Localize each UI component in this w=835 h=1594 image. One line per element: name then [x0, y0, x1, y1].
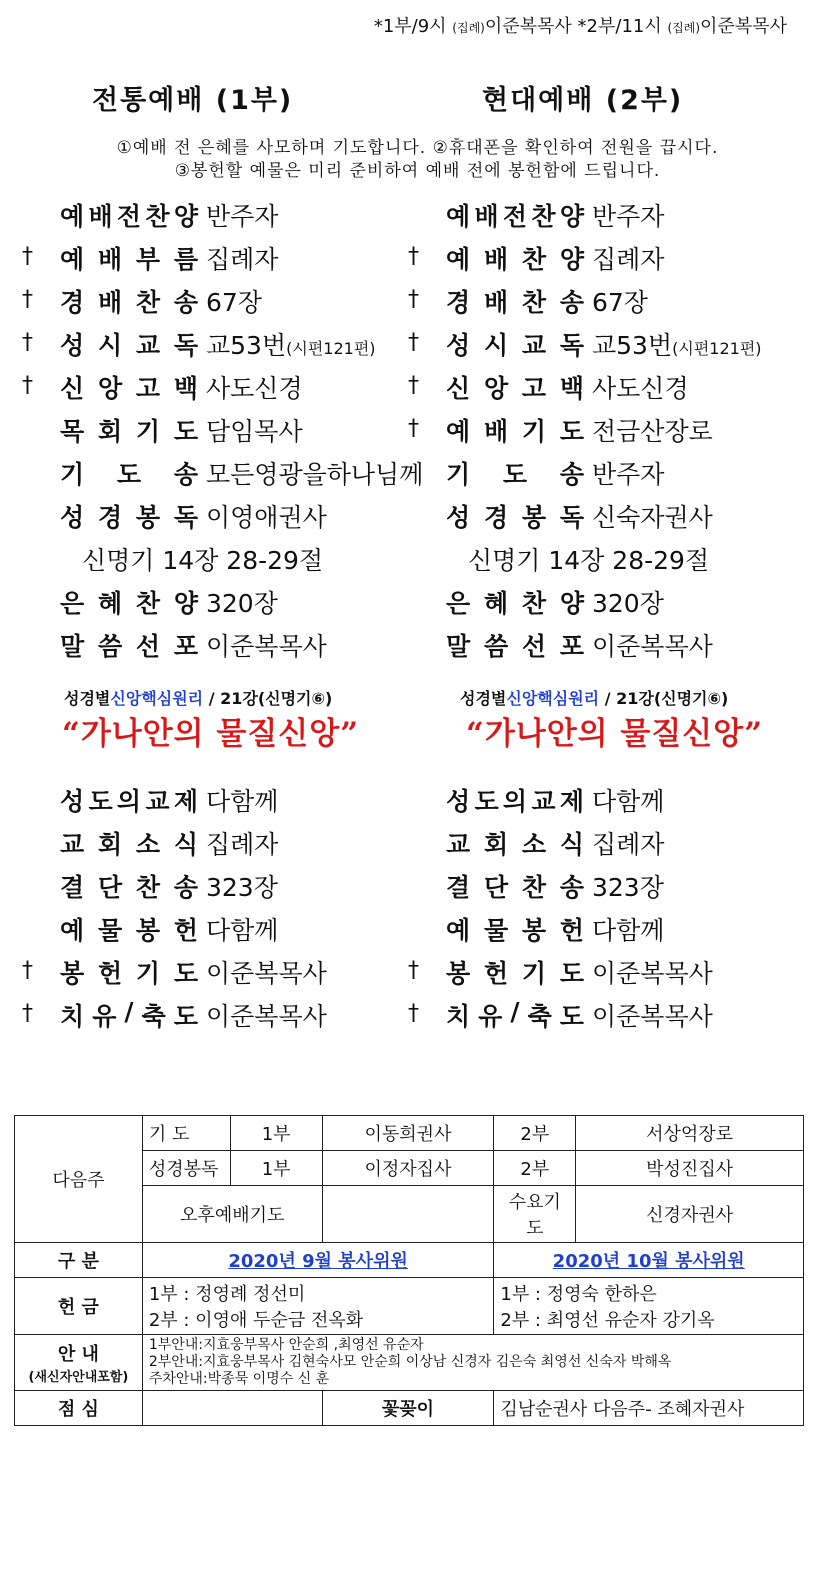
order-item-value: 신숙자권사	[592, 503, 713, 532]
prayer-label: 기 도	[142, 1116, 230, 1151]
service-title-2: 현대예배 (2부)	[482, 85, 684, 116]
order-item-label: 예 배 전 찬 양	[60, 202, 198, 231]
order-rows-c	[22, 780, 427, 1038]
order-item	[22, 995, 427, 1038]
sermon-series: 성경별신앙핵심원리 / 21강(신명기⑥)	[460, 689, 729, 708]
order-item-label: 은 혜 찬 양	[446, 589, 584, 618]
order-item-label: 예 물 봉 헌	[60, 916, 198, 945]
standing-mark: †	[408, 1001, 419, 1026]
scripture-reference: 신명기 14장 28-29절	[82, 546, 324, 575]
scripture-reference: 신명기 14장 28-29절	[468, 546, 710, 575]
reading-2: 박성진집사	[576, 1151, 804, 1186]
order-item	[408, 952, 813, 995]
wednesday-prayer-label: 수요기도	[494, 1186, 576, 1243]
order-item	[22, 909, 427, 952]
order-item-value: 모든영광을하나님께	[206, 460, 424, 489]
part-2-label: 2부	[494, 1116, 576, 1151]
table-row	[15, 1335, 804, 1391]
order-item	[22, 453, 427, 496]
order-item-value: 67장	[206, 288, 262, 317]
order-item-value: 이준복목사	[592, 1002, 713, 1031]
september-committee[interactable]: 2020년 9월 봉사위원	[142, 1243, 494, 1278]
order-item-value: 다함께	[206, 916, 279, 945]
order-item-value: 이영애권사	[206, 503, 327, 532]
order-item	[22, 281, 427, 324]
standing-mark: †	[22, 330, 33, 355]
standing-mark: †	[408, 416, 419, 441]
order-item	[408, 909, 813, 952]
order-item-value: 323장	[592, 873, 664, 902]
order-item	[408, 367, 813, 410]
order-item-value: 이준복목사	[206, 959, 327, 988]
order-item	[408, 324, 813, 367]
order-column-1	[22, 195, 427, 1038]
order-rows-c	[408, 780, 813, 1038]
guide-details: 1부안내:지효웅부목사 안순희 ,최영선 유순자 2부안내:지효웅부목사 김현숙사모 안순희 이상남 신경자 김은숙 최영선 신숙자 박해옥 주차안내:박종묵 이명수 신 훈	[142, 1335, 803, 1391]
order-item	[408, 195, 813, 238]
standing-mark: †	[22, 373, 33, 398]
order-item-value: 집례자	[592, 245, 665, 274]
prayer-2: 서상억장로	[576, 1116, 804, 1151]
order-item-value: 320장	[592, 589, 664, 618]
october-committee[interactable]: 2020년 10월 봉사위원	[494, 1243, 804, 1278]
order-rows-a	[22, 195, 427, 539]
order-item-label: 결 단 찬 송	[446, 873, 584, 902]
order-column-2	[408, 195, 813, 1038]
order-item	[22, 823, 427, 866]
prayer-1: 이동희권사	[322, 1116, 494, 1151]
order-item-value: 교53번(시편121편)	[592, 331, 762, 360]
standing-mark: †	[408, 287, 419, 312]
standing-mark: †	[408, 330, 419, 355]
order-item-value: 67장	[592, 288, 648, 317]
order-item	[408, 780, 813, 823]
order-item-label: 봉 헌 기 도	[446, 959, 584, 988]
order-item-label: 성 경 봉 독	[60, 503, 198, 532]
sermon-series: 성경별신앙핵심원리 / 21강(신명기⑥)	[64, 689, 333, 708]
lunch-label: 점 심	[15, 1391, 143, 1426]
order-item-label: 기 도 송	[446, 460, 584, 489]
order-item-label: 말 씀 선 포	[60, 632, 198, 661]
sermon-title: “가나안의 물질신앙”	[62, 716, 360, 752]
standing-mark: †	[22, 287, 33, 312]
order-item-label: 교 회 소 식	[446, 830, 584, 859]
order-item-label: 예 배 기 도	[446, 417, 584, 446]
order-item-value: 교53번(시편121편)	[206, 331, 376, 360]
table-row	[15, 1243, 804, 1278]
order-item-value: 사도신경	[206, 374, 303, 403]
order-item	[408, 823, 813, 866]
order-item-value: 사도신경	[592, 374, 689, 403]
order-item-label: 성 경 봉 독	[446, 503, 584, 532]
order-item-value: 반주자	[206, 202, 279, 231]
order-item	[22, 780, 427, 823]
order-item-label: 예 배 찬 양	[446, 245, 584, 274]
order-item-label: 결 단 찬 송	[60, 873, 198, 902]
standing-mark: †	[408, 373, 419, 398]
order-item-label: 경 배 찬 송	[60, 288, 198, 317]
order-item-label: 목 회 기 도	[60, 417, 198, 446]
order-item	[22, 582, 427, 625]
standing-mark: †	[22, 958, 33, 983]
order-item	[22, 367, 427, 410]
order-item-label: 성 도 의 교 제	[60, 787, 198, 816]
order-item-label: 신 앙 고 백	[446, 374, 584, 403]
order-item	[22, 625, 427, 668]
order-item	[408, 866, 813, 909]
order-item-value: 집례자	[592, 830, 665, 859]
info-table	[14, 1115, 804, 1426]
order-item-label: 봉 헌 기 도	[60, 959, 198, 988]
order-item-value: 다함께	[592, 916, 665, 945]
order-item-label: 예 배 부 름	[60, 245, 198, 274]
order-item-label: 치 유 / 축 도	[446, 997, 584, 1031]
table-row	[15, 1391, 804, 1426]
order-item-value: 담임목사	[206, 417, 303, 446]
order-rows-b	[22, 582, 427, 668]
order-item	[408, 453, 813, 496]
order-item	[408, 582, 813, 625]
order-item-value: 이준복목사	[592, 959, 713, 988]
division-label: 구 분	[15, 1243, 143, 1278]
order-item-label: 신 앙 고 백	[60, 374, 198, 403]
order-item	[22, 195, 427, 238]
order-item	[408, 625, 813, 668]
order-item-value: 반주자	[592, 460, 665, 489]
order-item-label: 성 도 의 교 제	[446, 787, 584, 816]
notice-line-1: ①예배 전 은혜를 사모하며 기도합니다. ②휴대폰을 확인하여 전원을 끕시다.	[116, 138, 719, 158]
order-item-value: 323장	[206, 873, 278, 902]
standing-mark: †	[22, 244, 33, 269]
order-item	[22, 952, 427, 995]
reading-1: 이정자집사	[322, 1151, 494, 1186]
order-item	[22, 238, 427, 281]
order-item-value: 다함께	[206, 787, 279, 816]
table-row	[15, 1116, 804, 1151]
order-item	[408, 410, 813, 453]
guide-label: 안 내 (새신자안내포함)	[15, 1335, 143, 1391]
order-item	[22, 410, 427, 453]
order-item-value: 집례자	[206, 245, 279, 274]
standing-mark: †	[408, 244, 419, 269]
standing-mark: †	[408, 958, 419, 983]
order-item	[408, 496, 813, 539]
service-title-1: 전통예배 (1부)	[92, 85, 294, 116]
part-1-label: 1부	[230, 1116, 322, 1151]
top-note: *1부/9시 (집례)이준복목사 *2부/11시 (집례)이준복목사	[373, 16, 787, 37]
order-item-value: 320장	[206, 589, 278, 618]
order-item-value: 집례자	[206, 830, 279, 859]
order-item-value: 전금산장로	[592, 417, 713, 446]
sermon-title: “가나안의 물질신앙”	[466, 716, 764, 752]
afternoon-prayer-value	[322, 1186, 494, 1243]
order-item	[408, 238, 813, 281]
order-item-value: 이준복목사	[206, 1002, 327, 1031]
order-item-label: 경 배 찬 송	[446, 288, 584, 317]
order-rows-b	[408, 582, 813, 668]
reading-label: 성경봉독	[142, 1151, 230, 1186]
order-item-value: 다함께	[592, 787, 665, 816]
order-item-label: 성 시 교 독	[60, 331, 198, 360]
order-item-value: 이준복목사	[206, 632, 327, 661]
order-item-label: 은 혜 찬 양	[60, 589, 198, 618]
order-item	[408, 281, 813, 324]
september-offering: 1부 : 정영례 정선미 2부 : 이영애 두순금 전옥화	[142, 1278, 494, 1335]
notice-line-2: ③봉헌할 예물은 미리 준비하여 예배 전에 봉헌함에 드립니다.	[174, 161, 661, 181]
order-item	[22, 866, 427, 909]
offering-label: 헌 금	[15, 1278, 143, 1335]
next-week-label: 다음주	[15, 1116, 143, 1243]
order-rows-a	[408, 195, 813, 539]
flower-value: 김남순권사 다음주- 조혜자권사	[494, 1391, 804, 1426]
october-offering: 1부 : 정영숙 한하은 2부 : 최영선 유순자 강기옥	[494, 1278, 804, 1335]
lunch-value	[142, 1391, 322, 1426]
order-item	[22, 324, 427, 367]
part-2-label: 2부	[494, 1151, 576, 1186]
order-item	[408, 995, 813, 1038]
standing-mark: †	[22, 1001, 33, 1026]
table-row	[15, 1278, 804, 1335]
order-item-label: 말 씀 선 포	[446, 632, 584, 661]
order-item-value: 이준복목사	[592, 632, 713, 661]
order-item-label: 예 물 봉 헌	[446, 916, 584, 945]
order-item-value: 반주자	[592, 202, 665, 231]
order-item-label: 성 시 교 독	[446, 331, 584, 360]
order-item-label: 기 도 송	[60, 460, 198, 489]
order-item-label: 예 배 전 찬 양	[446, 202, 584, 231]
afternoon-prayer-label: 오후예배기도	[142, 1186, 322, 1243]
flower-label: 꽃꽂이	[322, 1391, 494, 1426]
part-1-label: 1부	[230, 1151, 322, 1186]
order-item-label: 치 유 / 축 도	[60, 997, 198, 1031]
wednesday-prayer-value: 신경자권사	[576, 1186, 804, 1243]
order-item-label: 교 회 소 식	[60, 830, 198, 859]
order-item	[22, 496, 427, 539]
